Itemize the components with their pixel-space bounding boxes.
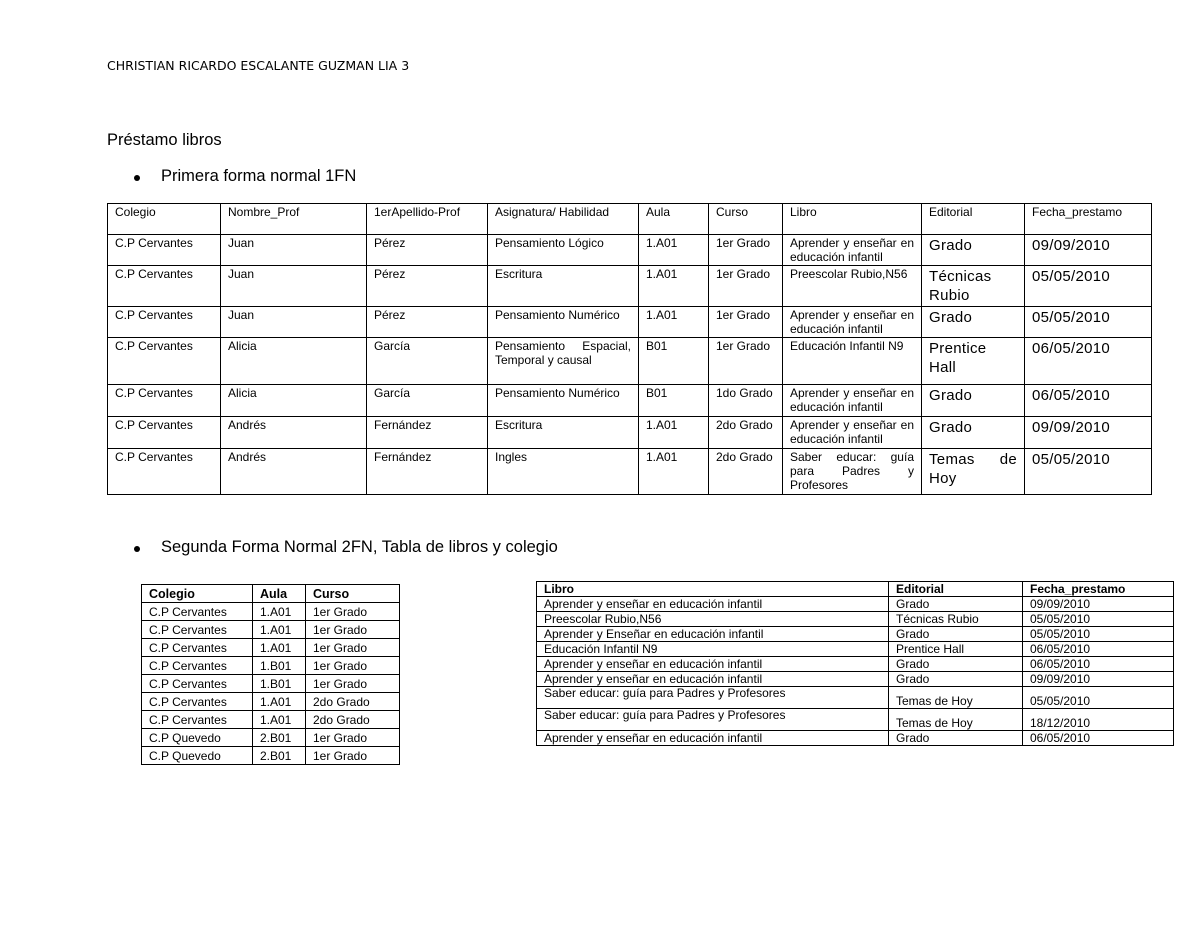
table-row [537,597,1174,612]
table-row [108,235,1152,266]
header-cell: Libro [537,582,889,597]
table-cell: C.P Cervantes [108,338,221,385]
table-cell: 1.A01 [639,266,709,307]
table-cell: 2do Grado [709,417,783,449]
table-cell: Pensamiento Numérico [488,307,639,338]
table-cell: Grado [922,385,1025,417]
table-cell: 1.A01 [253,639,306,657]
table-cell: 1er Grado [306,657,400,675]
header-cell: Editorial [889,582,1023,597]
table-header-row [108,204,1152,235]
table-cell: B01 [639,338,709,385]
table-cell: Pensamiento Numérico [488,385,639,417]
header-cell: 1erApellido-Prof [367,204,488,235]
table-cell: 1er Grado [709,235,783,266]
table-row [537,687,1174,709]
document-header: CHRISTIAN RICARDO ESCALANTE GUZMAN LIA 3 [107,58,410,73]
table-cell: Aprender y enseñar en educación infantil [537,731,889,746]
table-cell: Prentice Hall [889,642,1023,657]
table-cell: Juan [221,307,367,338]
table-cell: 2do Grado [306,693,400,711]
table-cell: Escritura [488,266,639,307]
table-cell: C.P Cervantes [142,693,253,711]
header-cell: Colegio [108,204,221,235]
table-row [108,338,1152,385]
table-cell: Saber educar: guía para Padres y Profesores [783,449,922,495]
table-cell: Alicia [221,385,367,417]
table-cell: 06/05/2010 [1025,338,1152,385]
table-cell: 05/05/2010 [1023,687,1174,709]
header-cell: Editorial [922,204,1025,235]
table-row [108,417,1152,449]
bullet-text: Segunda Forma Normal 2FN, Tabla de libros y colegio [161,538,558,556]
table-cell: 1er Grado [306,621,400,639]
header-cell: Aula [639,204,709,235]
table-cell: Grado [922,417,1025,449]
table-cell: 1er Grado [306,639,400,657]
table-cell: Alicia [221,338,367,385]
table-row [142,603,400,621]
table-cell: Andrés [221,417,367,449]
header-cell: Curso [306,585,400,603]
table-cell: García [367,338,488,385]
table-cell: 06/05/2010 [1025,385,1152,417]
table-cell: Aprender y enseñar en educación infantil [537,672,889,687]
table-cell: Temas de Hoy [889,709,1023,731]
table-header-row [537,582,1174,597]
table-cell: Juan [221,266,367,307]
table-cell: C.P Cervantes [108,417,221,449]
table-cell: 09/09/2010 [1023,597,1174,612]
table-cell: Pensamiento Lógico [488,235,639,266]
table-cell: Grado [889,657,1023,672]
table-cell: 06/05/2010 [1023,657,1174,672]
table-cell: 2do Grado [709,449,783,495]
table-row [142,657,400,675]
table-row [108,307,1152,338]
table-cell: Educación Infantil N9 [783,338,922,385]
table-cell: 1.A01 [253,693,306,711]
table-cell: C.P Cervantes [108,307,221,338]
table-row [142,675,400,693]
table-cell: C.P Cervantes [142,711,253,729]
table-cell: Fernández [367,449,488,495]
table-cell: Grado [889,597,1023,612]
table-cell: Aprender y enseñar en educación infantil [783,235,922,266]
header-cell: Fecha_prestamo [1023,582,1174,597]
table-cell: Juan [221,235,367,266]
table-cell: C.P Cervantes [108,449,221,495]
first-normal-form-table [107,203,1152,495]
section-title: Préstamo libros [107,131,222,149]
table-cell: C.P Cervantes [142,657,253,675]
bullet-text: Primera forma normal 1FN [161,167,357,185]
libros-table [536,581,1174,746]
table-cell: Aprender y enseñar en educación infantil [783,307,922,338]
table-cell: C.P Cervantes [108,266,221,307]
table-cell: Grado [889,731,1023,746]
table-row [142,711,400,729]
table-row [142,729,400,747]
table-cell: Temas de Hoy [922,449,1025,495]
table-cell: 09/09/2010 [1023,672,1174,687]
table-cell: Aprender y enseñar en educación infantil [537,657,889,672]
header-cell: Nombre_Prof [221,204,367,235]
table-cell: 1.A01 [639,417,709,449]
table-cell: 1.A01 [639,449,709,495]
table-row [142,747,400,765]
table-cell: 05/05/2010 [1023,612,1174,627]
table-cell: Pérez [367,235,488,266]
table-cell: 2do Grado [306,711,400,729]
table-cell: Escritura [488,417,639,449]
table-cell: 05/05/2010 [1025,307,1152,338]
table-cell: 2.B01 [253,729,306,747]
table-row [108,266,1152,307]
table-row [537,657,1174,672]
table-row [537,672,1174,687]
table-cell: 1.A01 [253,621,306,639]
table-row [537,627,1174,642]
table-cell: Preescolar Rubio,N56 [537,612,889,627]
table-row [537,731,1174,746]
table-cell: 06/05/2010 [1023,731,1174,746]
table-cell: Aprender y enseñar en educación infantil [537,597,889,612]
table-row [142,693,400,711]
header-cell: Fecha_prestamo [1025,204,1152,235]
table-row [108,449,1152,495]
table-cell: Pensamiento Espacial, Temporal y causal [488,338,639,385]
header-cell: Colegio [142,585,253,603]
table-cell: 1.B01 [253,657,306,675]
table-cell: 1er Grado [709,338,783,385]
colegio-table [141,584,400,765]
table-cell: 1er Grado [306,747,400,765]
table-cell: Grado [922,235,1025,266]
table-cell: 1er Grado [709,307,783,338]
table-cell: C.P Quevedo [142,747,253,765]
table-cell: García [367,385,488,417]
table-cell: 1er Grado [306,603,400,621]
table-cell: Grado [889,627,1023,642]
table-cell: Preescolar Rubio,N56 [783,266,922,307]
table-cell: Ingles [488,449,639,495]
table-cell: C.P Cervantes [108,235,221,266]
header-cell: Libro [783,204,922,235]
table-row [537,709,1174,731]
table-cell: 1.A01 [253,603,306,621]
table-cell: Aprender y enseñar en educación infantil [783,385,922,417]
bullet-dot-icon [134,175,140,181]
table-cell: B01 [639,385,709,417]
table-cell: C.P Cervantes [142,675,253,693]
table-cell: 05/05/2010 [1025,449,1152,495]
table-cell: 1er Grado [709,266,783,307]
header-cell: Asignatura/ Habilidad [488,204,639,235]
table-cell: 1.A01 [639,235,709,266]
table-cell: Andrés [221,449,367,495]
table-cell: Grado [922,307,1025,338]
table-cell: 09/09/2010 [1025,235,1152,266]
table-cell: Saber educar: guía para Padres y Profesores [537,687,889,709]
table-row [537,642,1174,657]
table-header-row [142,585,400,603]
table-row [142,639,400,657]
table-cell: C.P Cervantes [108,385,221,417]
table-cell: Grado [889,672,1023,687]
table-cell: 2.B01 [253,747,306,765]
table-row [142,621,400,639]
table-row [108,385,1152,417]
table-cell: Aprender y enseñar en educación infantil [783,417,922,449]
table-cell: Técnicas Rubio [889,612,1023,627]
table-cell: 18/12/2010 [1023,709,1174,731]
header-cell: Curso [709,204,783,235]
table-cell: Temas de Hoy [889,687,1023,709]
table-cell: 1.A01 [253,711,306,729]
table-cell: Pérez [367,266,488,307]
table-cell: C.P Cervantes [142,621,253,639]
table-row [537,612,1174,627]
table-cell: Pérez [367,307,488,338]
bullet-dot-icon [134,546,140,552]
table-cell: Técnicas Rubio [922,266,1025,307]
table-cell: 1do Grado [709,385,783,417]
table-cell: 06/05/2010 [1023,642,1174,657]
header-cell: Aula [253,585,306,603]
table-cell: 1.A01 [639,307,709,338]
table-cell: 1.B01 [253,675,306,693]
table-cell: 05/05/2010 [1023,627,1174,642]
table-cell: Fernández [367,417,488,449]
table-cell: 05/05/2010 [1025,266,1152,307]
table-cell: Saber educar: guía para Padres y Profesores [537,709,889,731]
table-cell: Aprender y Enseñar en educación infantil [537,627,889,642]
table-cell: 09/09/2010 [1025,417,1152,449]
table-cell: C.P Quevedo [142,729,253,747]
table-cell: Prentice Hall [922,338,1025,385]
table-cell: 1er Grado [306,729,400,747]
table-cell: C.P Cervantes [142,639,253,657]
table-cell: 1er Grado [306,675,400,693]
table-cell: C.P Cervantes [142,603,253,621]
table-cell: Educación Infantil N9 [537,642,889,657]
